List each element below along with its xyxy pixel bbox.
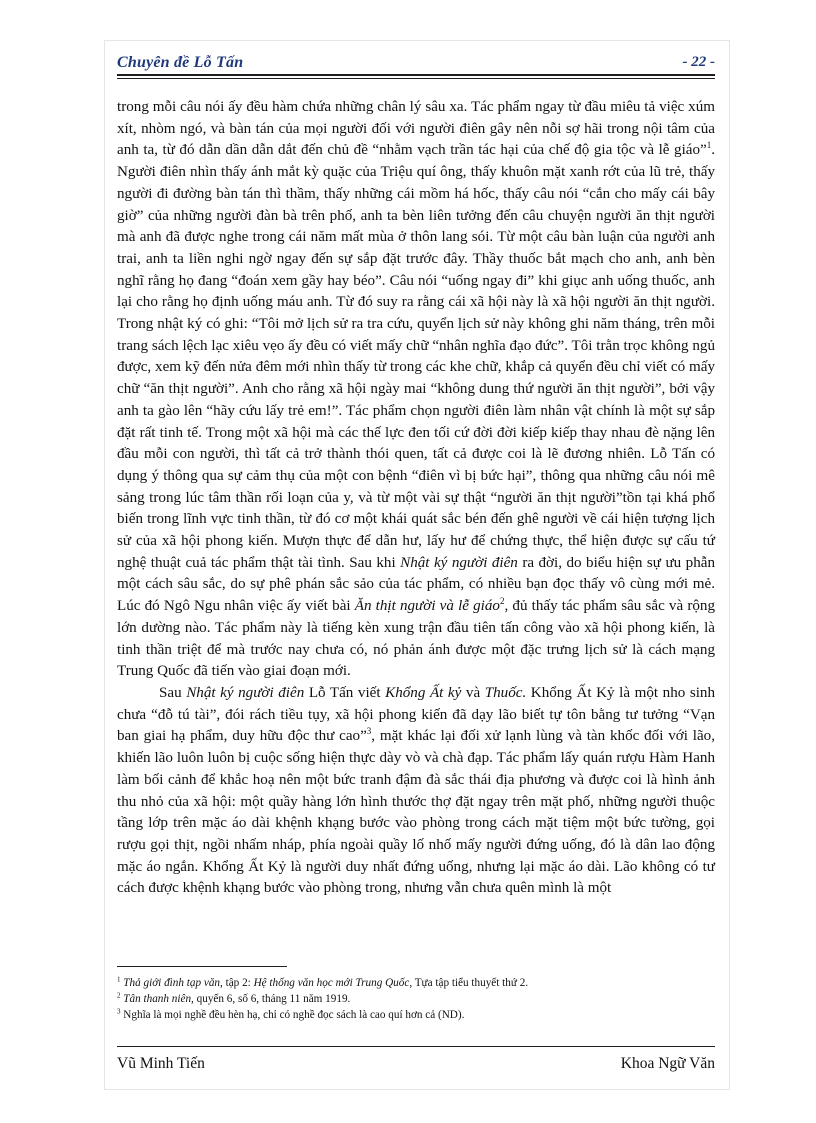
footnote-number: 2 [117,991,121,1000]
work-title: Ăn thịt người và lễ giáo [354,598,500,615]
paragraph-1 [117,97,715,683]
header-rule [117,74,715,76]
footnote-ref-1[interactable]: 1 [706,140,712,151]
footnote-2 [117,991,715,1007]
footnote-1 [117,975,715,991]
text-run: Khổng Ất Kỷ là một nho sinh chưa “đỗ tú tài”, đói rách tiều tụy, xã hội phong kiến đã dạy lão biết tự tôn bằng tư tưởng “Vạn ban giai hạ phẩm, duy hữu độc thư cao” [117,684,716,745]
footnotes [117,975,715,1023]
footnote-text: Tựa tập tiểu thuyết thứ 2. [412,977,529,989]
footnote-text: quyển 6, số 6, tháng 11 năm 1919. [193,993,351,1005]
footnote-number: 1 [117,975,121,984]
footer-author: Vũ Minh Tiến [117,1055,205,1072]
footnote-italic: Thả giới đình tạp văn, [123,977,223,989]
work-title: Khổng Ất kỷ [385,684,462,701]
text-run: ra đời, do biểu hiện sự ưu phẫn một cách sâu sắc, do sự phê phán sắc sảo của tác phẩm, có nhiều bạn đọc thấy vô cùng mới mẻ. Lúc đó Ngô Ngu nhân việc ấy viết bài [117,554,715,615]
footnote-text: Nghĩa là mọi nghề đều hèn hạ, chỉ có nghề đọc sách là cao quí hơn cả (ND). [123,1009,465,1021]
footnote-ref-3[interactable]: 3 [366,726,372,737]
text-run: Sau [159,684,187,701]
header-rule-thin [117,78,715,79]
work-title: Nhật ký người điên [400,554,518,571]
footer-department: Khoa Ngữ Văn [620,1055,715,1072]
work-title: Thuốc. [484,684,527,701]
body-text [117,97,715,900]
paragraph-2 [117,683,715,900]
footnote-italic: Hệ thống văn học mới Trung Quốc, [253,977,413,989]
footnote-3 [117,1007,715,1023]
footnote-text: tập 2: [222,977,254,989]
header-title: Chuyên đề Lỗ Tấn [117,54,244,71]
page-header [117,52,715,76]
text-run: Lỗ Tấn viết [304,684,386,701]
page-number: - 22 - [682,54,715,70]
text-run: trong mỗi câu nói ấy đều hàm chứa những chân lý sâu xa. Tác phẩm ngay từ đầu miêu tả việc xúm xít, nhòm ngó, và bàn tán của mọi người đối với người điên gây nên nỗi sợ hãi trong nội tâm của anh ta, từ đó dẫn dần dẫn dắt đến chủ đề “nhằm vạch trần tác hại của chế độ gia tộc và lễ giáo” [117,99,715,159]
footnote-ref-2[interactable]: 2 [499,596,505,607]
text-run: , mặt khác lại đối xử lạnh lùng và tàn khốc đối với lão, khiến lão luôn luôn bị cuộc sống hiện thực dày vò và chà đạp. Tác phẩm lấy quán rượu Hàm Hanh làm bối cảnh để khắc hoạ nên một bức tranh đậm đà sắc thái địa phương và được coi là hình ảnh thu nhỏ của xã hội: một quầy hàng lớn hình thước thợ đặt ngay trên mặt phố, những người thuộc tầng lớp trên mặc áo dài khệnh khạng bước vào phòng trong cách mặt tiệm một bức tường, gọi rượu gọi thịt, ngồi nhấm nháp, phía ngoài quầy lố nhố mấy người đứng uống, đó là dân lao động mặc áo ngắn. Khổng Ất Kỷ là người duy nhất đứng uống, nhưng lại mặc áo dài. Lão không có tư cách được khệnh khạng bước vào phòng trong, nhưng vẫn chưa quên mình là một [117,728,715,897]
footnote-italic: Tân thanh niên, [123,993,194,1005]
text-run: và [461,684,485,701]
text-run: . Người điên nhìn thấy ánh mắt kỳ quặc của Triệu quí ông, thấy khuôn mặt xanh rớt của lũ trẻ, thấy người đi đường bàn tán thì thầm, thấy những cái mồm há hốc, thấy câu nói “cắn cho mấy cái bây giờ” của những người đàn bà trên phố, anh ta bèn liên tưởng đến câu chuyện người ăn thịt người mà anh đã được nghe trong cái năm mất mùa ở thôn lang sói. Từ một câu bàn luận của người anh trai, anh ta liền nghi ngờ ngay đến sự sắp đặt trước đây. Thầy thuốc bắt mạch cho anh, anh bèn nghĩ rằng họ đang “đoán xem gầy hay béo”. Câu nói “uống ngay đi” khi giục anh uống thuốc, anh lại cho rằng họ định uống máu anh. Từ đó suy ra rằng cái xã hội này là xã hội người ăn thịt người. Trong nhật ký có ghi: “Tôi mở lịch sử ra tra cứu, quyển lịch sử này không ghi năm tháng, trên mỗi trang sách lệch lạc xiêu vẹo ấy đều có viết mấy chữ “nhân nghĩa đạo đức”. Tôi trằn trọc không ngủ được, xem kỹ đến nửa đêm mới nhìn thấy từ trong các khe chữ, khắp cả quyển đều chỉ viết có mấy chữ “ăn thịt người”. Anh cho rằng xã hội ngày mai “không dung thứ người ăn thịt người”, bởi vậy anh ta gào lên “hãy cứu lấy trẻ em!”. Tác phẩm chọn người điên làm nhân vật chính là một sự sắp đặt rất tinh tế. Trong một xã hội mà các thế lực đen tối cứ đời đời kiếp kiếp thay nhau đè nặng lên đầu mỗi con người, thì tất cả trở thành thói quen, tất cả được coi là lẽ đương nhiên. Lỗ Tấn có dụng ý thông qua sự cảm thụ của một con bệnh “điên vì bị bức hại”, thông qua những câu nói mê sảng trong lúc tâm thần rối loạn của y, và từ một vài sự thật “người ăn thịt người”tồn tại khá phổ biến trong lĩnh vực tinh thần, từ đó cơ một khái quát sắc bén đến ghê người về cái hiện tượng lịch sử của xã hội phong kiến. Mượn thực để dẫn hư, lấy hư để chứng thực, thể hiện được sự cấu tứ nghệ thuật cuả tác phẩm thật tài tình. Sau khi [117,142,715,571]
footnote-separator [117,966,287,967]
footnote-number: 3 [117,1007,121,1016]
work-title: Nhật ký người điên [186,684,305,701]
text-run: , đủ thấy tác phẩm sâu sắc và rộng lớn dường nào. Tác phẩm này là tiếng kèn xung trận đầu tiên tấn công vào xã hội phong kiến, là tinh thần triệt để mà trước nay chưa có, nó phản ánh được một đặc trưng lịch sử là cách mạng Trung Quốc đã tiến vào giai đoạn mới. [117,598,715,680]
footer-rule [117,1046,715,1047]
